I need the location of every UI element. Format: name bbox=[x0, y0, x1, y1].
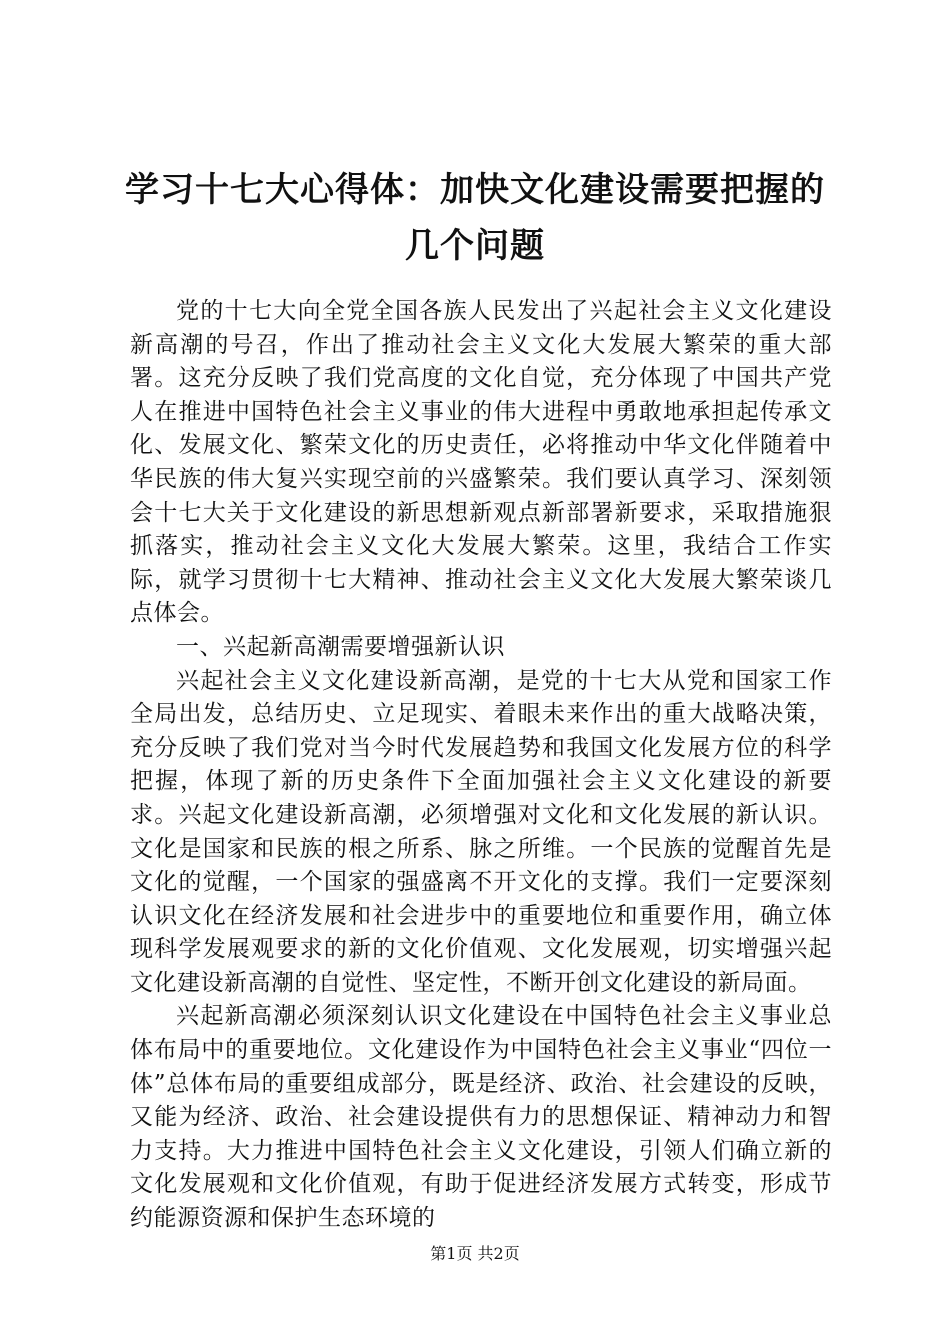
document-body bbox=[130, 295, 832, 1236]
page-footer: 第1页 共2页 bbox=[430, 1244, 520, 1263]
title-line-1: 学习十七大心得体：加快文化建设需要把握的 bbox=[125, 170, 825, 210]
paragraph-section1-a: 兴起社会主义文化建设新高潮，是党的十七大从党和国家工作全局出发，总结历史、立足现实、着眼未来作出的重大战略决策，充分反映了我们党对当今时代发展趋势和我国文化发展方位的科学把握，体现了新的历史条件下全面加强社会主义文化建设的新要求。兴起文化建设新高潮，必须增强对文化和文化发展的新认识。文化是国家和民族的根之所系、脉之所维。一个民族的觉醒首先是文化的觉醒，一个国家的强盛离不开文化的支撑。我们一定要深刻认识文化在经济发展和社会进步中的重要地位和重要作用，确立体现科学发展观要求的新的文化价值观、文化发展观，切实增强兴起文化建设新高潮的自觉性、坚定性，不断开创文化建设的新局面。 bbox=[130, 667, 832, 996]
title-line-2: 几个问题 bbox=[405, 226, 545, 266]
section-heading-1: 一、兴起新高潮需要增强新认识 bbox=[176, 633, 505, 660]
document-title bbox=[110, 162, 840, 274]
paragraph-section1-b: 兴起新高潮必须深刻认识文化建设在中国特色社会主义事业总体布局中的重要地位。文化建设作为中国特色社会主义事业“四位一体”总体布局的重要组成部分，既是经济、政治、社会建设的反映，又能为经济、政治、社会建设提供有力的思想保证、精神动力和智力支持。大力推进中国特色社会主义文化建设，引领人们确立新的文化发展观和文化价值观，有助于促进经济发展方式转变，形成节约能源资源和保护生态环境的 bbox=[130, 1003, 832, 1232]
paragraph-intro: 党的十七大向全党全国各族人民发出了兴起社会主义文化建设新高潮的号召，作出了推动社会主义文化大发展大繁荣的重大部署。这充分反映了我们党高度的文化自觉，充分体现了中国共产党人在推进中国特色社会主义事业的伟大进程中勇敢地承担起传承文化、发展文化、繁荣文化的历史责任，必将推动中华文化伴随着中华民族的伟大复兴实现空前的兴盛繁荣。我们要认真学习、深刻领会十七大关于文化建设的新思想新观点新部署新要求，采取措施狠抓落实，推动社会主义文化大发展大繁荣。这里，我结合工作实际，就学习贯彻十七大精神、推动社会主义文化大发展大繁荣谈几点体会。 bbox=[130, 298, 832, 627]
